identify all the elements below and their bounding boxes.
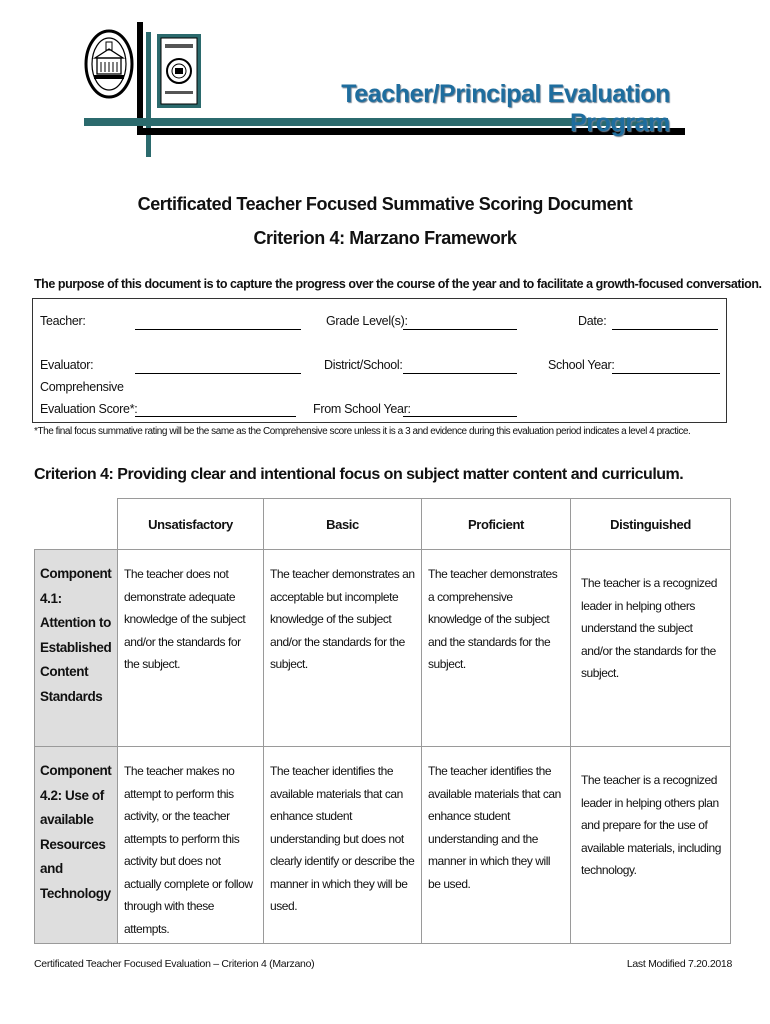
rubric-cell: The teacher demonstrates an acceptable but incomplete knowledge of the subject and/or the standards for the subject. [264,550,422,747]
grade-levels-field[interactable] [403,329,517,330]
school-year-label: School Year: [548,358,615,372]
column-header: Proficient [422,499,571,550]
rubric-cell: The teacher demonstrates a comprehensive knowledge of the subject and the standards for the subject. [422,550,571,747]
district-school-field[interactable] [403,373,517,374]
from-school-year-label: From School Year: [313,402,411,416]
column-header: Unsatisfactory [118,499,264,550]
teacher-label: Teacher: [40,314,86,328]
table-row [35,550,731,747]
school-year-field[interactable] [612,373,720,374]
component-label: Component 4.2: Use of available Resources and Technology [35,747,118,944]
rubric-corner [35,499,118,550]
column-header: Distinguished [571,499,731,550]
component-label: Component 4.1: Attention to Established Content Standards [35,550,118,747]
comprehensive-label-line2: Evaluation Score*: [40,402,138,416]
footnote: *The final focus summative rating will be the same as the Comprehensive score unless it is a 3 and evidence during this evaluation period indicates a level 4 practice. [34,426,691,437]
rubric-header-row [35,499,731,550]
document-subtitle: Criterion 4: Marzano Framework [253,228,517,248]
evaluator-label: Evaluator: [40,358,94,372]
district-school-label: District/School: [324,358,403,372]
purpose-statement: The purpose of this document is to capture the progress over the course of the year and to facilitate a growth-focused conversation. [34,277,762,291]
footer-document-name: Certificated Teacher Focused Evaluation – Criterion 4 (Marzano) [34,958,315,970]
table-row [35,747,731,944]
program-logo-icon [156,33,202,109]
from-school-year-field[interactable] [403,416,517,417]
program-title: Teacher/Principal Evaluation Program [341,80,670,137]
date-label: Date: [578,314,607,328]
header-rule-vertical-teal [146,32,151,157]
rubric-cell: The teacher makes no attempt to perform this activity, or the teacher attempts to perform this activity but does not actually complete or follow through with these attempts. [118,747,264,944]
rubric-table [34,498,731,944]
rubric-cell: The teacher is a recognized leader in helping others plan and prepare for the use of available materials, including technology. [571,747,731,944]
rubric-cell: The teacher identifies the available materials that can enhance student understanding but does not clearly identify or describe the manner in which they will be used. [264,747,422,944]
teacher-field[interactable] [135,329,301,330]
grade-levels-label: Grade Level(s): [326,314,408,328]
header-rule-vertical-black [137,22,143,132]
column-header: Basic [264,499,422,550]
document-title: Certificated Teacher Focused Summative Scoring Document [137,194,633,214]
evaluator-field[interactable] [135,373,301,374]
criterion-heading: Criterion 4: Providing clear and intentional focus on subject matter content and curriculum. [34,466,684,483]
comprehensive-label-line1: Comprehensive [40,380,124,394]
date-field[interactable] [612,329,718,330]
rubric-cell: The teacher is a recognized leader in helping others understand the subject and/or the standards for the subject. [571,550,731,747]
school-seal-icon [84,28,134,100]
footer-last-modified: Last Modified 7.20.2018 [626,958,732,970]
rubric-cell: The teacher identifies the available materials that can enhance student understanding and the manner in which they will be used. [422,747,571,944]
comprehensive-score-field[interactable] [135,416,296,417]
rubric-cell: The teacher does not demonstrate adequate knowledge of the subject and/or the standards for the subject. [118,550,264,747]
